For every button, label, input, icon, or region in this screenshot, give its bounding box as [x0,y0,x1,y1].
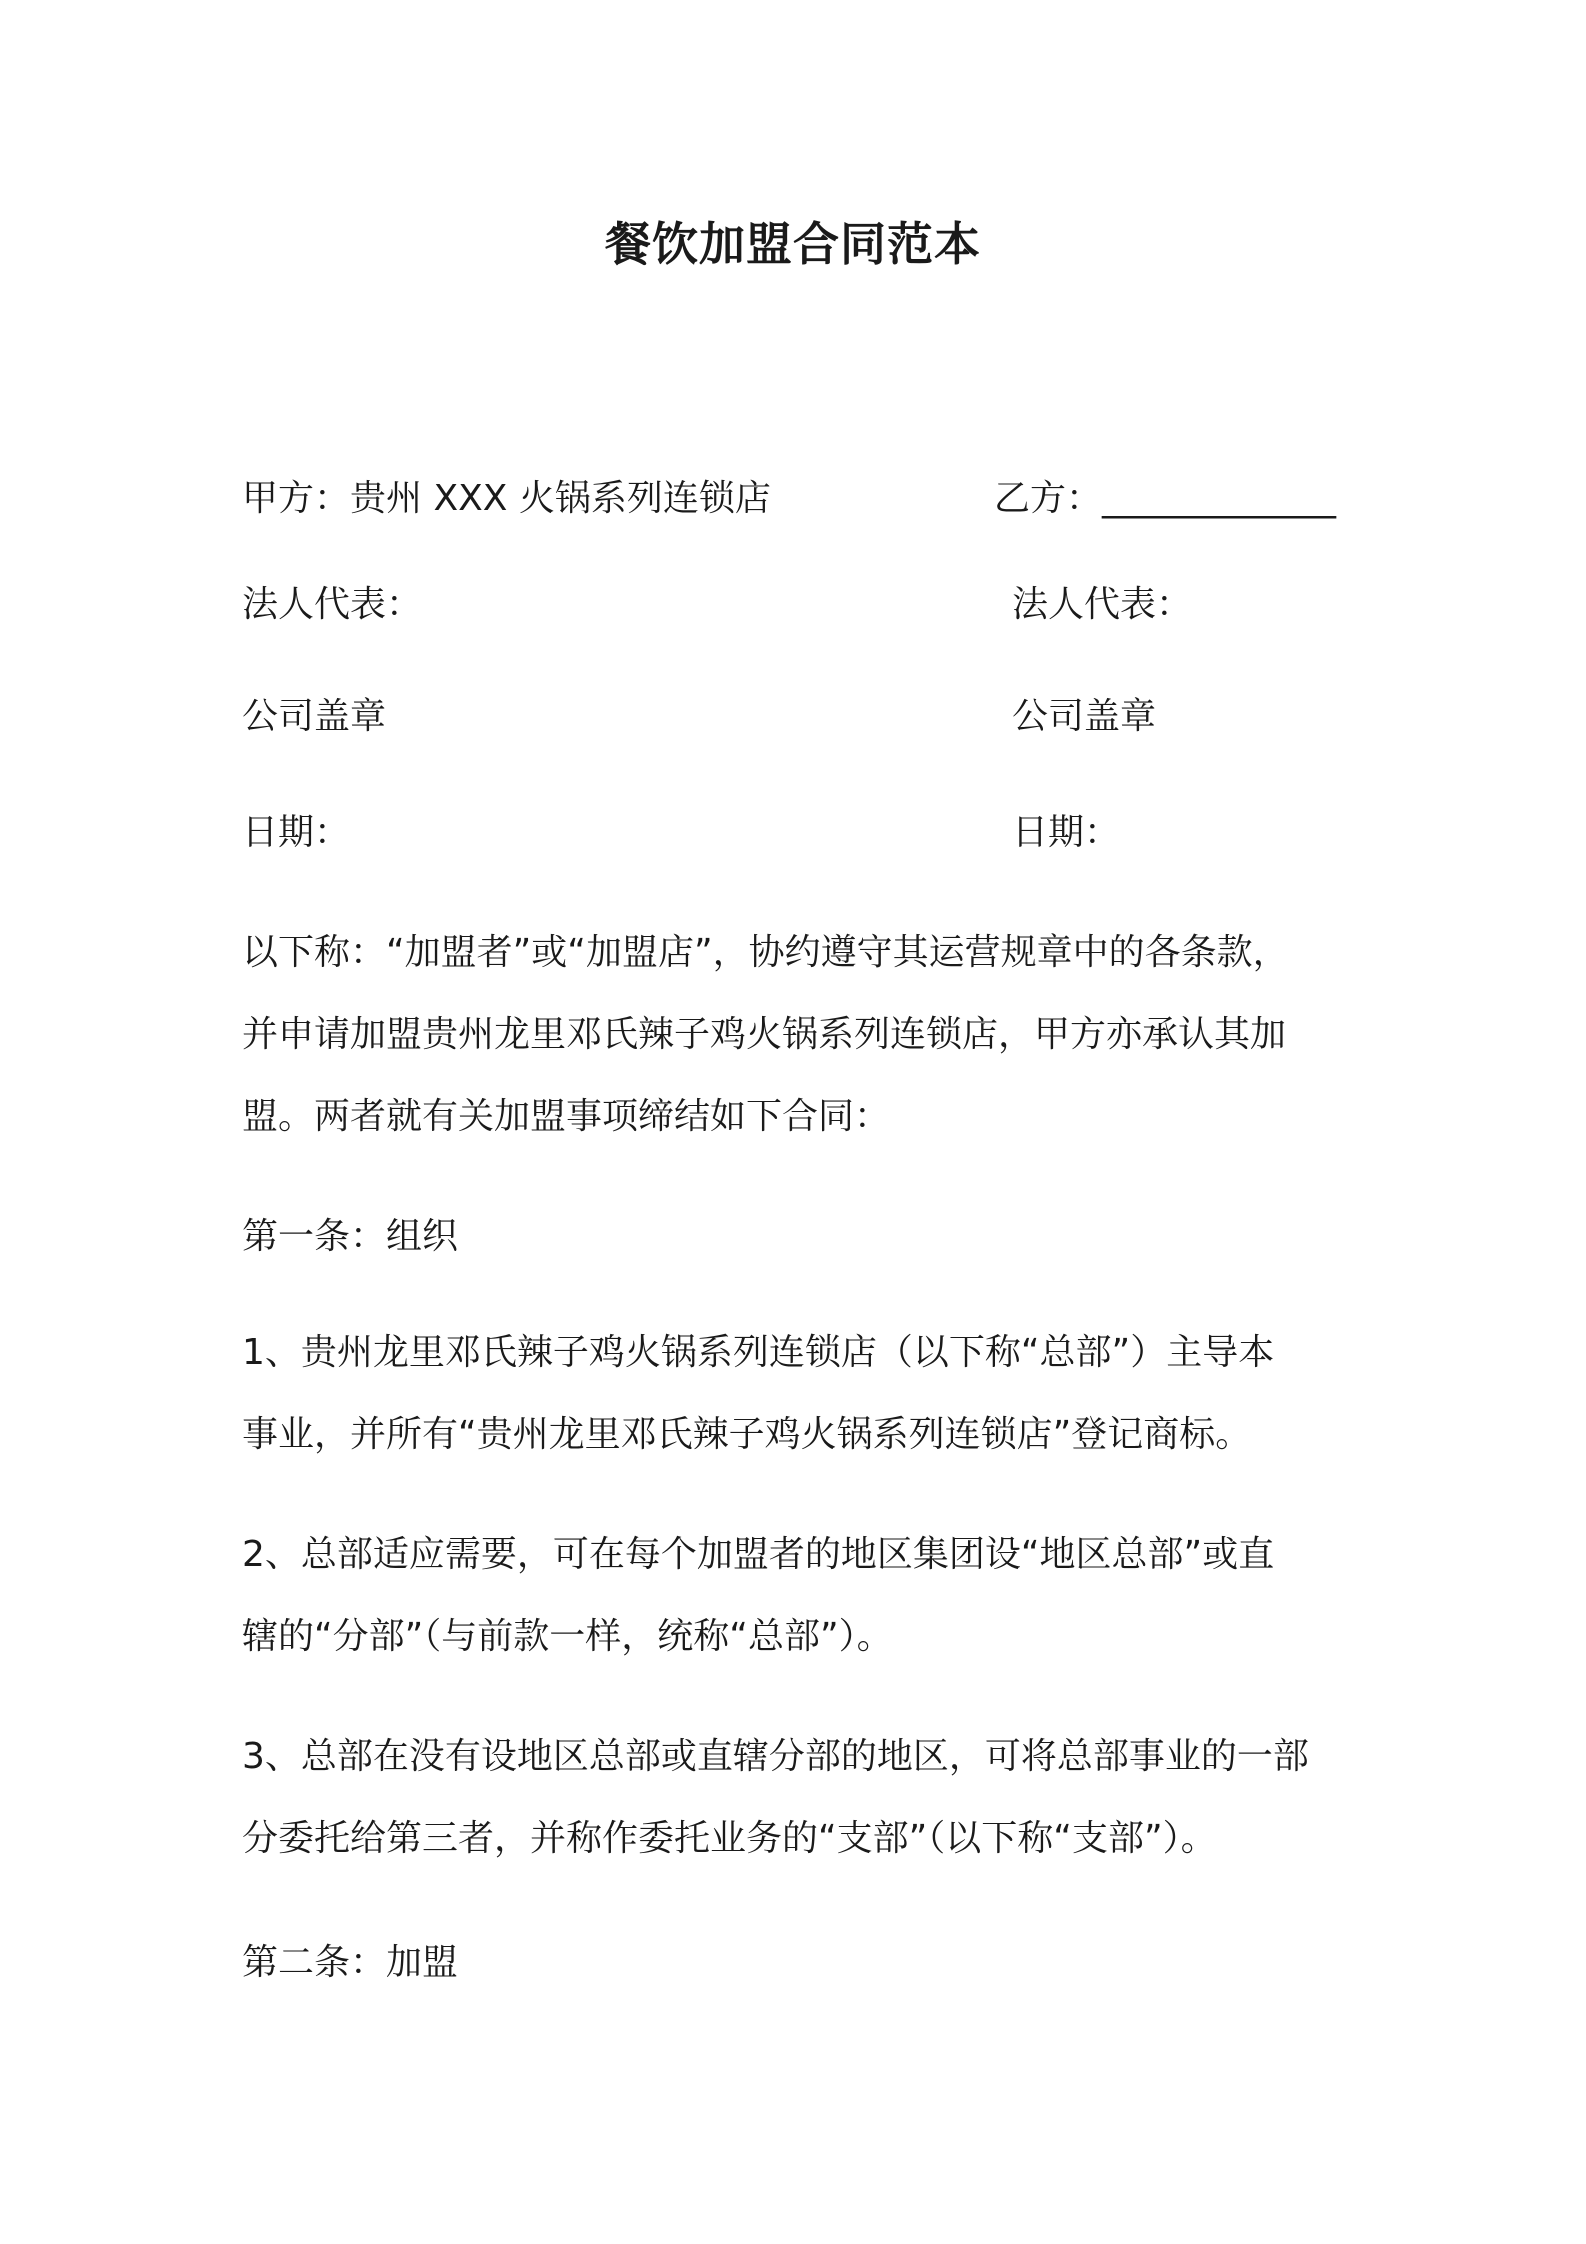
paragraph-line: 2、总部适应需要，可在每个加盟者的地区集团设“地区总部”或直 [242,1534,1275,1575]
party-a-date: 日期： [242,812,351,853]
party-b-date: 日期： [1012,812,1121,853]
intro-paragraph [242,912,1362,1158]
document-title: 餐饮加盟合同范本 [605,217,981,271]
paragraph-line: 分委托给第三者，并称作委托业务的“支部”（以下称“支部”）。 [242,1818,1217,1859]
party-b-legal-rep: 法人代表： [1012,584,1193,625]
article-2-heading: 第二条：加盟 [242,1942,459,1983]
intro-line: 并申请加盟贵州龙里邓氏辣子鸡火锅系列连锁店，甲方亦承认其加 [242,1014,1287,1055]
party-a-name: 甲方：贵州 XXX 火锅系列连锁店 [242,478,771,519]
article-1-item-1 [242,1312,1362,1476]
party-a-seal: 公司盖章 [242,696,387,737]
intro-line: 以下称：“加盟者”或“加盟店”，协约遵守其运营规章中的各条款， [242,932,1289,973]
party-b-name: 乙方：_____________ [994,478,1337,519]
party-a-legal-rep: 法人代表： [242,584,423,625]
paragraph-line: 1、贵州龙里邓氏辣子鸡火锅系列连锁店（以下称“总部”）主导本 [242,1332,1275,1373]
article-1-heading: 第一条：组织 [242,1216,459,1257]
article-1-item-3 [242,1716,1362,1880]
intro-line: 盟。两者就有关加盟事项缔结如下合同： [242,1096,891,1137]
party-b-seal: 公司盖章 [1012,696,1157,737]
paragraph-line: 3、总部在没有设地区总部或直辖分部的地区，可将总部事业的一部 [242,1736,1309,1777]
paragraph-line: 事业，并所有“贵州龙里邓氏辣子鸡火锅系列连锁店”登记商标。 [242,1414,1252,1455]
paragraph-line: 辖的“分部”（与前款一样，统称“总部”）。 [242,1616,893,1657]
article-1-item-2 [242,1514,1362,1678]
